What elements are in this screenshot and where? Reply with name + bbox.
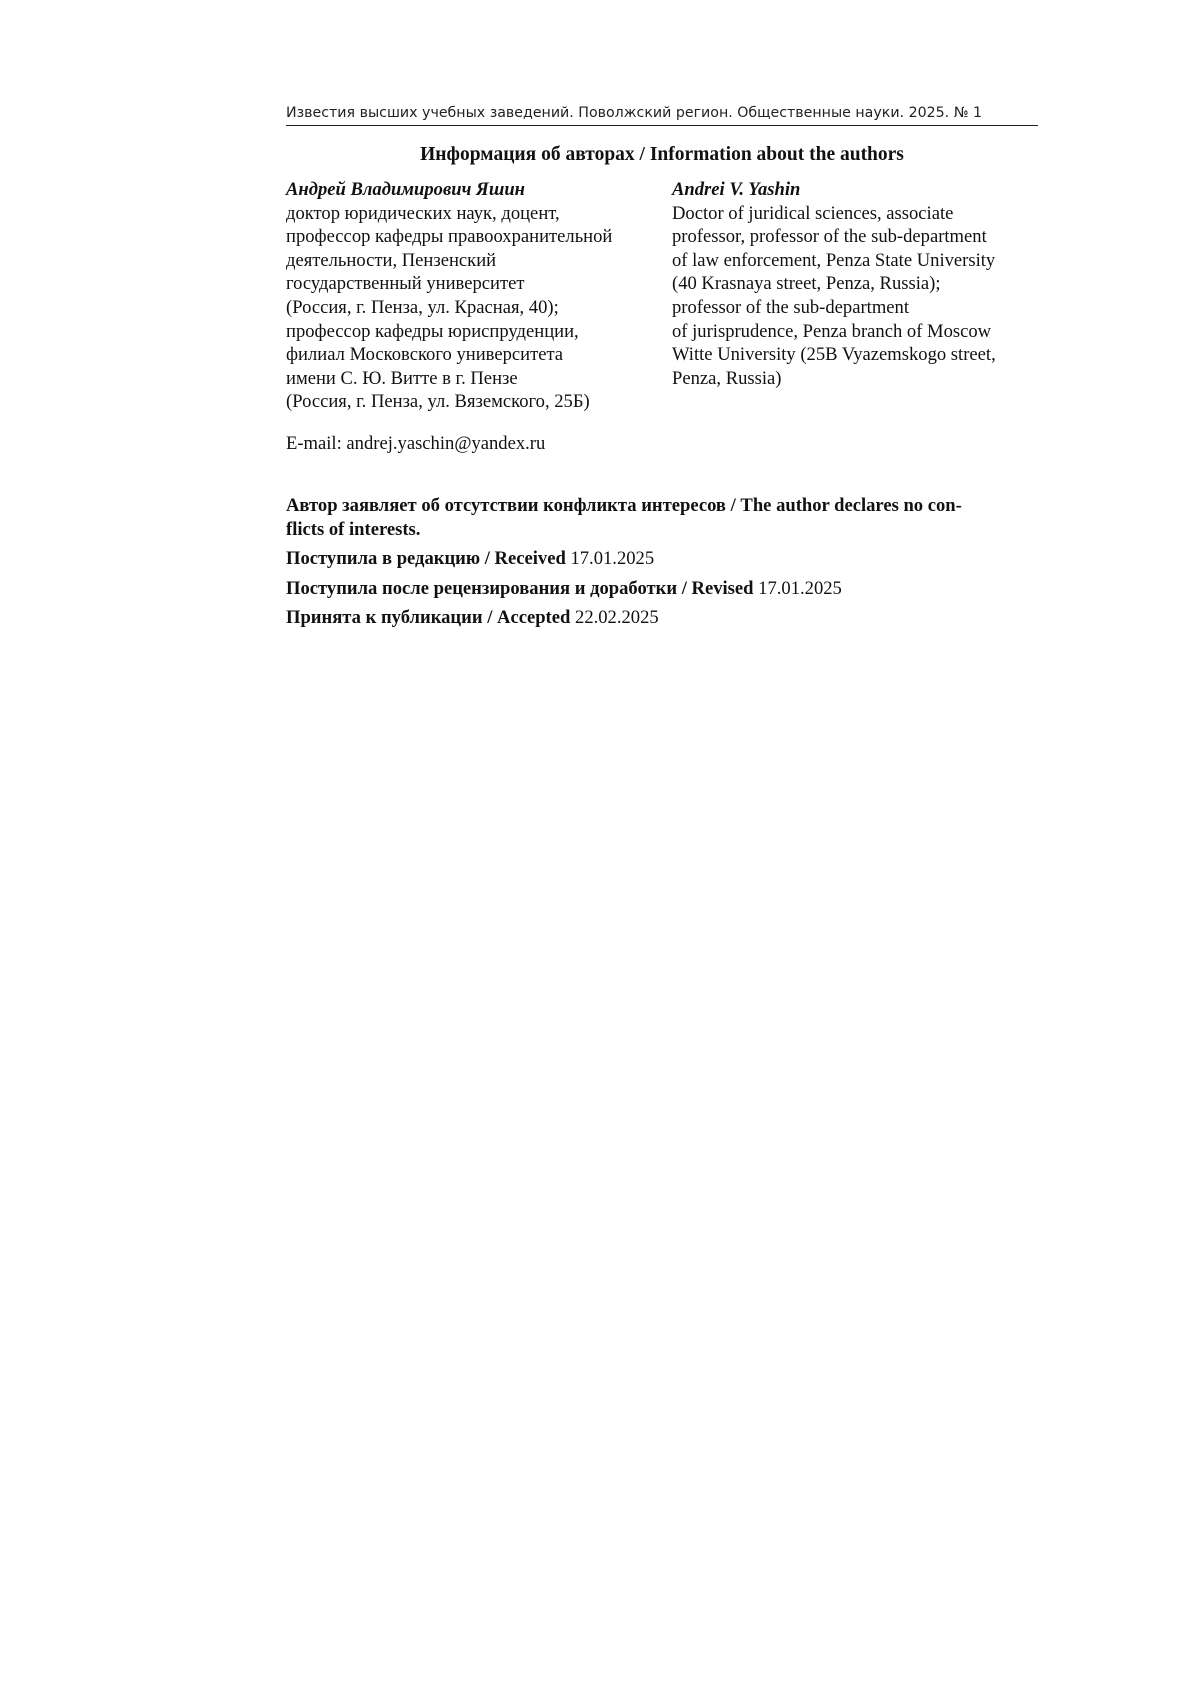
received-value: 17.01.2025 [570, 548, 655, 569]
author-en-line: professor of the sub-department [672, 296, 909, 318]
running-header: Известия высших учебных заведений. Поволжский регион. Общественные науки. 2025. № 1 [286, 105, 982, 121]
author-en-line: Doctor of juridical sciences, associate [672, 202, 954, 224]
revised-label: Поступила после рецензирования и доработки / Revised [286, 577, 754, 599]
accepted-date-row [286, 606, 1038, 630]
author-name-ru: Андрей Владимирович Яшин [286, 179, 525, 200]
author-ru-line: доктор юридических наук, доцент, [286, 202, 560, 224]
author-ru-line: деятельности, Пензенский [286, 249, 497, 271]
declaration-line: Автор заявляет об отсутствии конфликта интересов / The author declares no con- [286, 495, 962, 516]
revised-date-row [286, 577, 1038, 601]
author-en-line: Penza, Russia) [672, 367, 782, 389]
author-ru-line: профессор кафедры правоохранительной [286, 226, 613, 248]
author-en-line: Witte University (25B Vyazemskogo street, [672, 344, 996, 366]
author-ru-line: имени С. Ю. Витте в г. Пензе [286, 367, 518, 389]
received-label: Поступила в редакцию / Received [286, 548, 566, 569]
author-ru-line: филиал Московского университета [286, 344, 564, 366]
author-en-line: professor, professor of the sub-department [672, 226, 987, 248]
publication-dates [286, 547, 1038, 636]
author-name-en: Andrei V. Yashin [672, 179, 801, 200]
declaration-line: flicts of interests. [286, 518, 421, 540]
author-en-line: of jurisprudence, Penza branch of Moscow [672, 320, 992, 342]
author-ru-line: (Россия, г. Пенза, ул. Вяземского, 25Б) [286, 391, 590, 413]
conflict-of-interest-declaration [286, 494, 1038, 541]
received-date-row [286, 547, 1038, 571]
author-en-line: (40 Krasnaya street, Penza, Russia); [672, 273, 941, 295]
author-en-line: of law enforcement, Penza State University [672, 249, 996, 271]
section-title: Информация об авторах / Information about the authors [420, 144, 904, 165]
author-email: E-mail: andrej.yaschin@yandex.ru [286, 433, 546, 454]
accepted-label: Принята к публикации / Accepted [286, 607, 571, 629]
header-rule [286, 125, 1038, 126]
author-ru-line: государственный университет [286, 273, 525, 295]
author-info-russian [286, 178, 656, 414]
revised-value: 17.01.2025 [758, 577, 842, 599]
accepted-value: 22.02.2025 [575, 607, 659, 629]
author-ru-line: профессор кафедры юриспруденции, [286, 320, 579, 342]
author-info-english [672, 178, 1038, 390]
author-ru-line: (Россия, г. Пенза, ул. Красная, 40); [286, 296, 559, 318]
